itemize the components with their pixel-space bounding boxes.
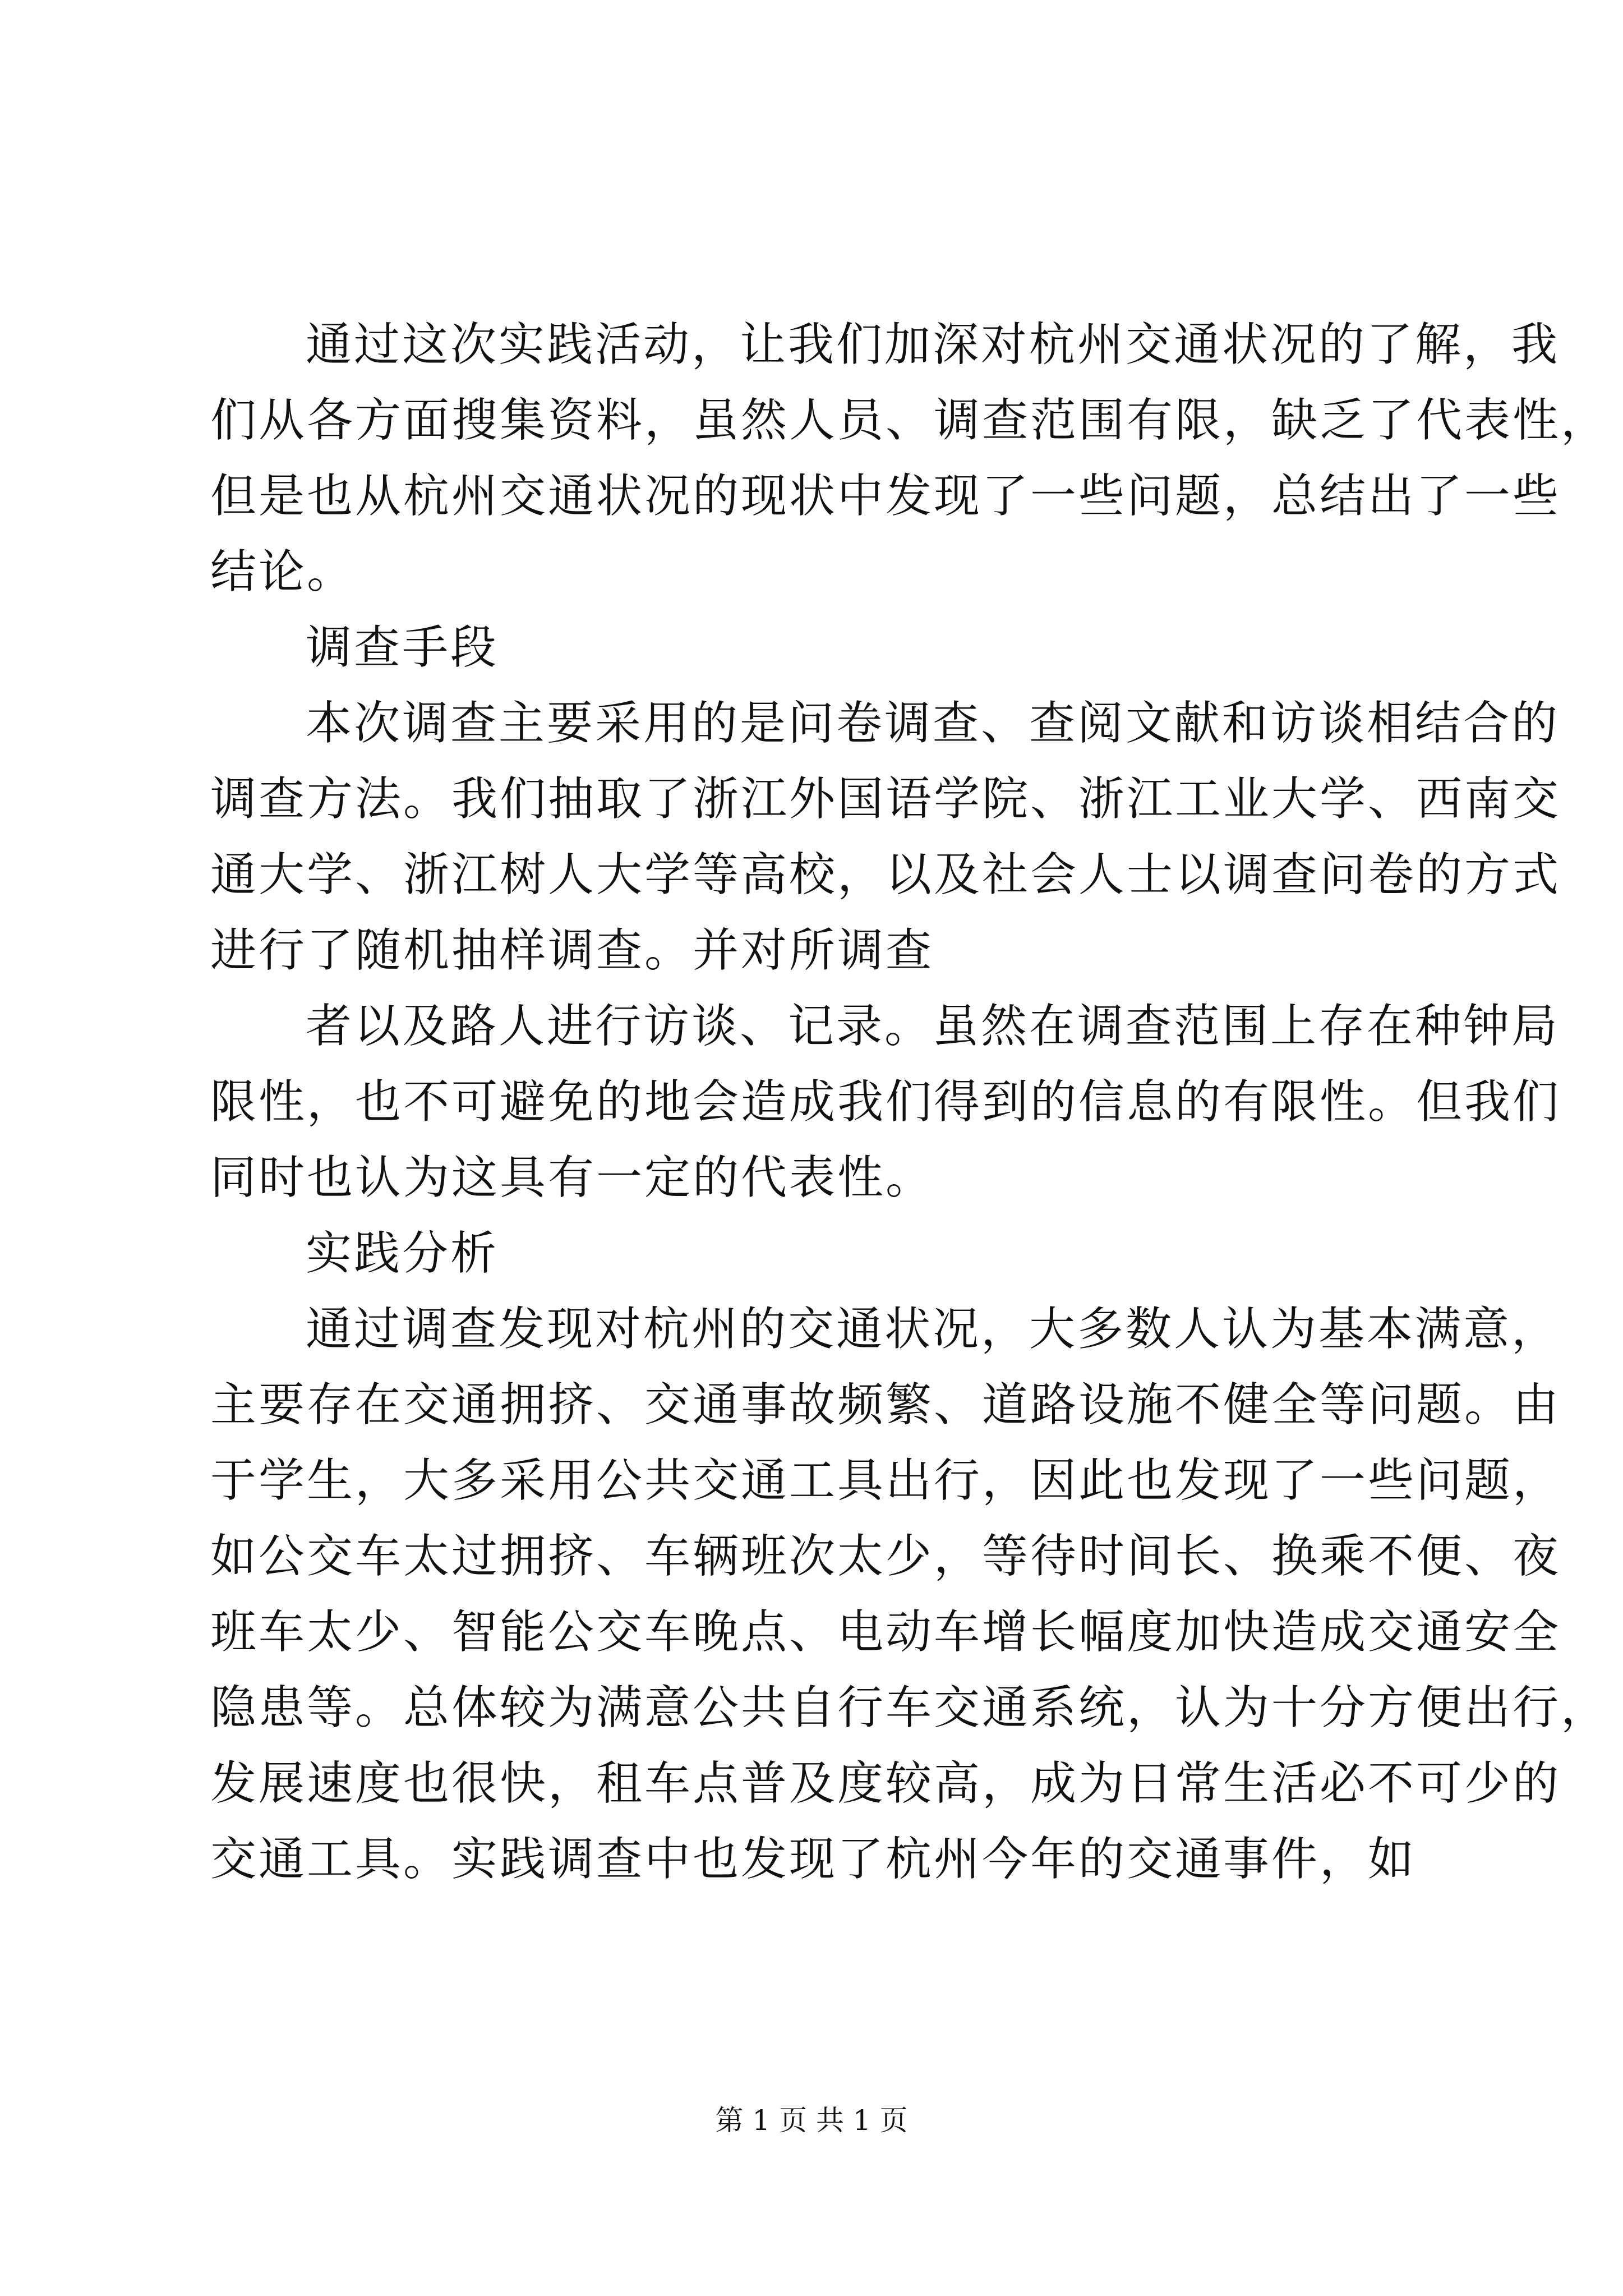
section-heading-practice-analysis: 实践分析 xyxy=(306,1227,499,1280)
paragraph-line: 隐患等。总体较为满意公共自行车交通系统，认为十分方便出行， xyxy=(210,1681,1610,1734)
page-number-footer: 第 1 页 共 1 页 xyxy=(715,2104,908,2137)
paragraph-line: 结论。 xyxy=(210,545,356,599)
paragraph-line: 于学生，大多采用公共交通工具出行，因此也发现了一些问题， xyxy=(210,1454,1561,1507)
section-heading-survey-methods: 调查手段 xyxy=(306,621,499,674)
paragraph-line: 主要存在交通拥挤、交通事故频繁、道路设施不健全等问题。由 xyxy=(210,1378,1561,1432)
paragraph-line: 发展速度也很快，租车点普及度较高，成为日常生活必不可少的 xyxy=(210,1757,1561,1810)
paragraph-line: 本次调查主要采用的是问卷调查、查阅文献和访谈相结合的 xyxy=(306,697,1560,750)
paragraph-line: 通大学、浙江树人大学等高校，以及社会人士以调查问卷的方式 xyxy=(210,848,1561,901)
paragraph-line: 进行了随机抽样调查。并对所调查 xyxy=(210,924,934,977)
paragraph-line: 如公交车太过拥挤、车辆班次太少，等待时间长、换乘不便、夜 xyxy=(210,1530,1561,1583)
paragraph-line: 们从各方面搜集资料，虽然人员、调查范围有限，缺乏了代表性， xyxy=(210,394,1610,447)
paragraph-line: 通过调查发现对杭州的交通状况，大多数人认为基本满意， xyxy=(306,1303,1560,1356)
paragraph-line: 班车太少、智能公交车晚点、电动车增长幅度加快造成交通安全 xyxy=(210,1605,1561,1659)
paragraph-line: 同时也认为这具有一定的代表性。 xyxy=(210,1151,934,1204)
paragraph-line: 调查方法。我们抽取了浙江外国语学院、浙江工业大学、西南交 xyxy=(210,772,1561,826)
paragraph-line: 但是也从杭州交通状况的现状中发现了一些问题，总结出了一些 xyxy=(210,470,1561,523)
paragraph-line: 交通工具。实践调查中也发现了杭州今年的交通事件，如 xyxy=(210,1833,1417,1886)
paragraph-line: 通过这次实践活动，让我们加深对杭州交通状况的了解，我 xyxy=(306,318,1560,371)
paragraph-line: 限性，也不可避免的地会造成我们得到的信息的有限性。但我们 xyxy=(210,1075,1561,1129)
paragraph-line: 者以及路人进行访谈、记录。虽然在调查范围上存在种钟局 xyxy=(306,1000,1560,1053)
